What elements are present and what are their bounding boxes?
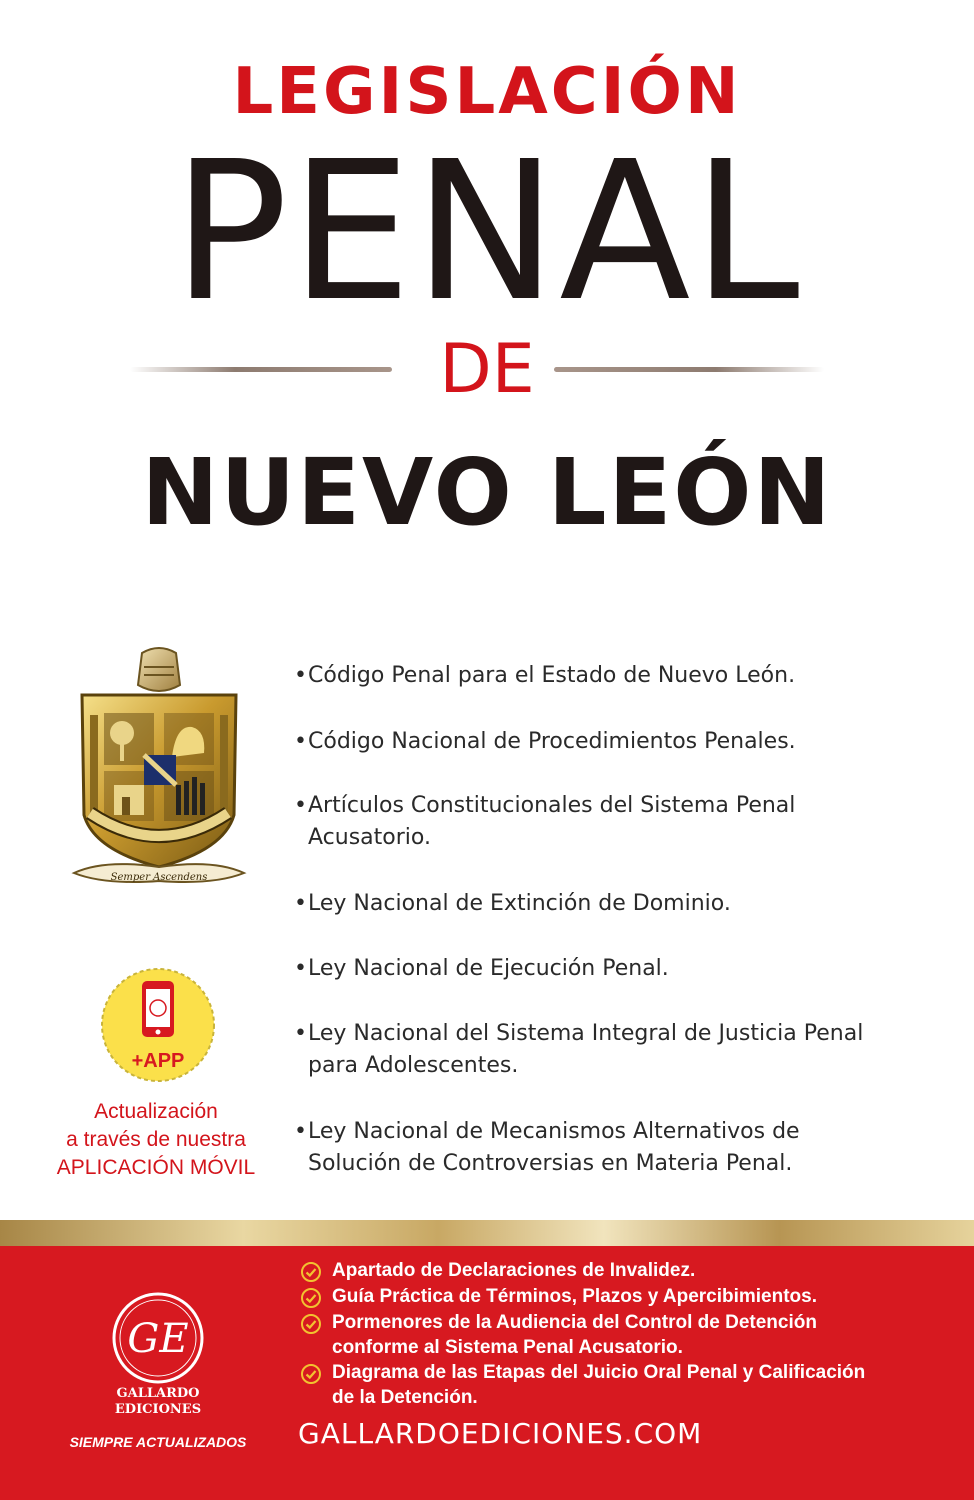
title-de: DE bbox=[439, 330, 535, 409]
app-caption-line-3: APLICACIÓN MÓVIL bbox=[56, 1156, 256, 1179]
app-badge-label: +APP bbox=[131, 1050, 185, 1072]
list-item-text: Ley Nacional de Extinción de Dominio. bbox=[308, 891, 731, 916]
list-item bbox=[294, 726, 894, 758]
check-circle-icon bbox=[300, 1261, 322, 1283]
check-circle-icon bbox=[300, 1313, 322, 1335]
title-legislacion: LEGISLACIÓN bbox=[232, 55, 742, 129]
list-item-text: Ley Nacional de Mecanismos Alternativos de Solución de Controversias en Materia Penal. bbox=[308, 1119, 800, 1176]
feature-item bbox=[300, 1258, 900, 1283]
bullet: • bbox=[294, 891, 307, 916]
list-item bbox=[294, 1116, 854, 1180]
publisher-name-line-1: GALLARDO bbox=[116, 1386, 200, 1401]
feature-text: Pormenores de la Audiencia del Control de Detención conforme al Sistema Penal Acusatorio. bbox=[332, 1312, 817, 1358]
list-item bbox=[294, 1018, 874, 1082]
list-item bbox=[294, 888, 894, 920]
list-item-text: Código Penal para el Estado de Nuevo León. bbox=[308, 663, 796, 688]
bullet: • bbox=[294, 729, 307, 754]
publisher-slogan: SIEMPRE ACTUALIZADOS bbox=[69, 1434, 247, 1450]
list-item-text: Código Nacional de Procedimientos Penales. bbox=[308, 729, 796, 754]
bullet: • bbox=[294, 663, 307, 688]
feature-item bbox=[300, 1310, 860, 1360]
coat-of-arms-icon bbox=[64, 645, 254, 895]
title-penal: PENAL bbox=[172, 121, 802, 344]
crest-motto: Semper Ascendens bbox=[110, 872, 208, 883]
list-item bbox=[294, 660, 894, 692]
feature-text: Guía Práctica de Términos, Plazos y Apercibimientos. bbox=[332, 1286, 818, 1307]
bullet: • bbox=[294, 793, 307, 818]
website-link[interactable]: GALLARDOEDICIONES.COM bbox=[298, 1417, 703, 1450]
gold-divider-strip bbox=[0, 1220, 974, 1246]
app-caption bbox=[40, 1098, 272, 1182]
publisher-name-line-2: EDICIONES bbox=[114, 1402, 202, 1417]
feature-item bbox=[300, 1284, 900, 1309]
list-item-text: Artículos Constitucionales del Sistema Penal Acusatorio. bbox=[308, 793, 796, 850]
title-de-row bbox=[0, 330, 974, 410]
bullet: • bbox=[294, 1021, 307, 1046]
feature-text: Diagrama de las Etapas del Juicio Oral Penal y Calificación de la Detención. bbox=[332, 1362, 866, 1408]
smartphone-icon bbox=[142, 981, 174, 1037]
feature-text: Apartado de Declaraciones de Invalidez. bbox=[332, 1260, 696, 1281]
bullet: • bbox=[294, 1119, 307, 1144]
app-caption-line-2: a través de nuestra bbox=[66, 1128, 246, 1151]
publisher-name bbox=[80, 1386, 236, 1418]
check-circle-icon bbox=[300, 1363, 322, 1385]
list-item-text: Ley Nacional de Ejecución Penal. bbox=[308, 956, 669, 981]
publisher-logo-text: GE bbox=[127, 1316, 189, 1362]
app-caption-line-1: Actualización bbox=[94, 1100, 218, 1123]
publisher-logo-icon bbox=[110, 1290, 206, 1386]
check-circle-icon bbox=[300, 1287, 322, 1309]
feature-item bbox=[300, 1360, 880, 1410]
list-item bbox=[294, 790, 874, 854]
list-item-text: Ley Nacional del Sistema Integral de Justicia Penal para Adolescentes. bbox=[308, 1021, 864, 1078]
app-badge[interactable] bbox=[100, 967, 216, 1083]
title-nuevo-leon: NUEVO LEÓN bbox=[141, 439, 833, 546]
list-item bbox=[294, 953, 894, 985]
divider-right bbox=[554, 367, 824, 372]
bullet: • bbox=[294, 956, 307, 981]
